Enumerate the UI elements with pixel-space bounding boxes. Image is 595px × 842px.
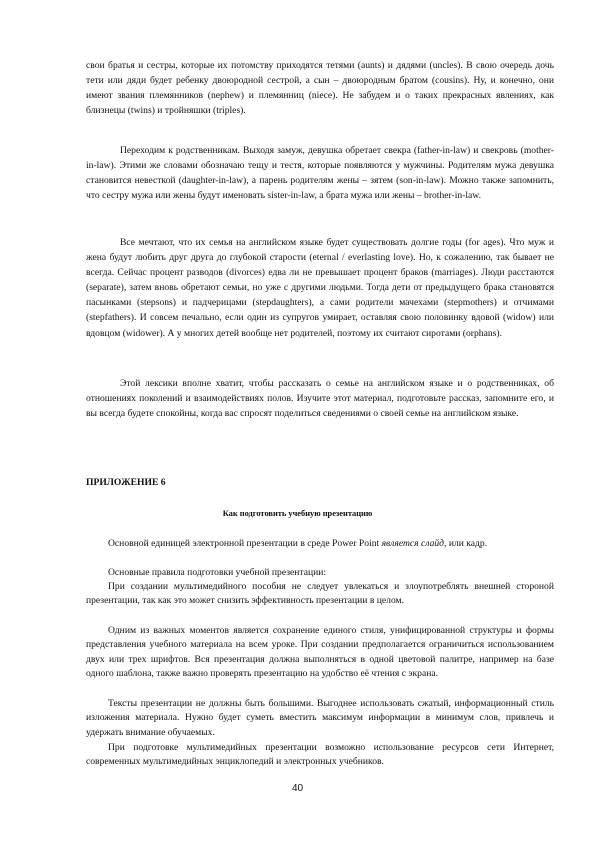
- slide-emphasis: является слайд: [381, 538, 445, 549]
- appendix-subtitle: Как подготовить учебную презентацию: [222, 509, 373, 518]
- paragraph-siblings-relatives: свои братья и сестры, которые их потомству приходятся тетями (aunts) и дядями (uncles). В свою очередь дочь тети или дяди будет ребенку двоюродной сестрой, а сын – двоюродным братом (cousins). Ну, и конечно, они имеют звания племянников (nephew) и племянниц (niece). Не забудем и о таких прекрасных явлениях, как близнецы (twins) и тройняшки (triples).: [86, 60, 554, 117]
- slide-unit-text: Основной единицей электронной презентации в среде Power Point: [108, 538, 382, 549]
- paragraph-conclusion: Этой лексики вполне хватит, чтобы рассказать о семье на английском языке и о родственниках, об отношениях поколений и взаимодействиях полов. Изучите этот материал, подготовьте рассказ, запомните его, и вы всегда будете спокойны, когда вас спросят поделиться сведениями о своей семье на английском языке.: [86, 378, 554, 420]
- appendix-heading: ПРИЛОЖЕНИЕ 6: [86, 477, 166, 488]
- paragraph-rule-text: Тексты презентации не должны быть большими. Выгоднее использовать сжатый, информационный стиль изложения материала. Нужно будет суметь вместить максимум информации в минимум слов, привлечь и удержать внимание обучаемых.: [86, 698, 554, 738]
- paragraph-rule-resources: При подготовке мультимедийных презентации возможно использование ресурсов сети Интернет, современных мультимедийных энциклопедий и электронных учебников.: [86, 742, 554, 768]
- page-number: 40: [291, 783, 304, 794]
- paragraph-divorce-step-family: Все мечтают, что их семья на английском языке будет существовать долгие годы (for ages). Что муж и жена будут любить друг друга до глубокой старости (eternal / everlasting love). Но, к сожалению, так бывает не всегда. Сейчас процент разводов (divorces) едва ли не превышает процент браков (marriages). Люди расстаются (separate), затем вновь обретают семьи, но уже с другими людьми. Тогда дети от предыдущего брака становятся пасынками (stepsons) и падчерицами (stepdaughters), а сами родители мачехами (stepmothers) и отчимами (stepfathers). И совсем печально, если один из супругов умирает, оставляя свою половинку вдовой (widow) или вдовцом (widower). А у многих детей вообще нет родителей, поэтому их считают сиротами (orphans).: [86, 237, 554, 339]
- paragraph-slide-unit: [86, 537, 554, 551]
- paragraph-rule-style: Одним из важных моментов является сохранение единого стиля, унифицированной структуры и формы представления учебного материала на всем уроке. При создании предполагается ограничиться использованием двух или трех шрифтов. Вся презентация должна выполняться в одной цветовой палитре, например на базе одного шаблона, также важно проверять презентацию на удобство её чтения с экрана.: [86, 625, 554, 680]
- paragraph-rule-design: При создании мультимедийного пособия не следует увлекаться и злоупотреблять внешней стороной презентации, так как это может снизить эффективность презентации в целом.: [86, 581, 554, 607]
- paragraph-in-laws: Переходим к родственникам. Выходя замуж, девушка обретает свекра (father-in-law) и свекровь (mother-in-law). Этими же словами обозначаю тещу и тестя, которые появляются у мужчины. Родителям мужа девушка становится невесткой (daughter-in-law), а парень родителям жены – зятем (son-in-law). Можно также запомнить, что сестру мужа или жены будут именовать sister-in-law, а брата мужа или жены – brother-in-law.: [86, 145, 554, 202]
- rules-intro: Основные правила подготовки учебной презентации:: [108, 567, 327, 578]
- slide-unit-tail: , или кадр.: [444, 538, 488, 549]
